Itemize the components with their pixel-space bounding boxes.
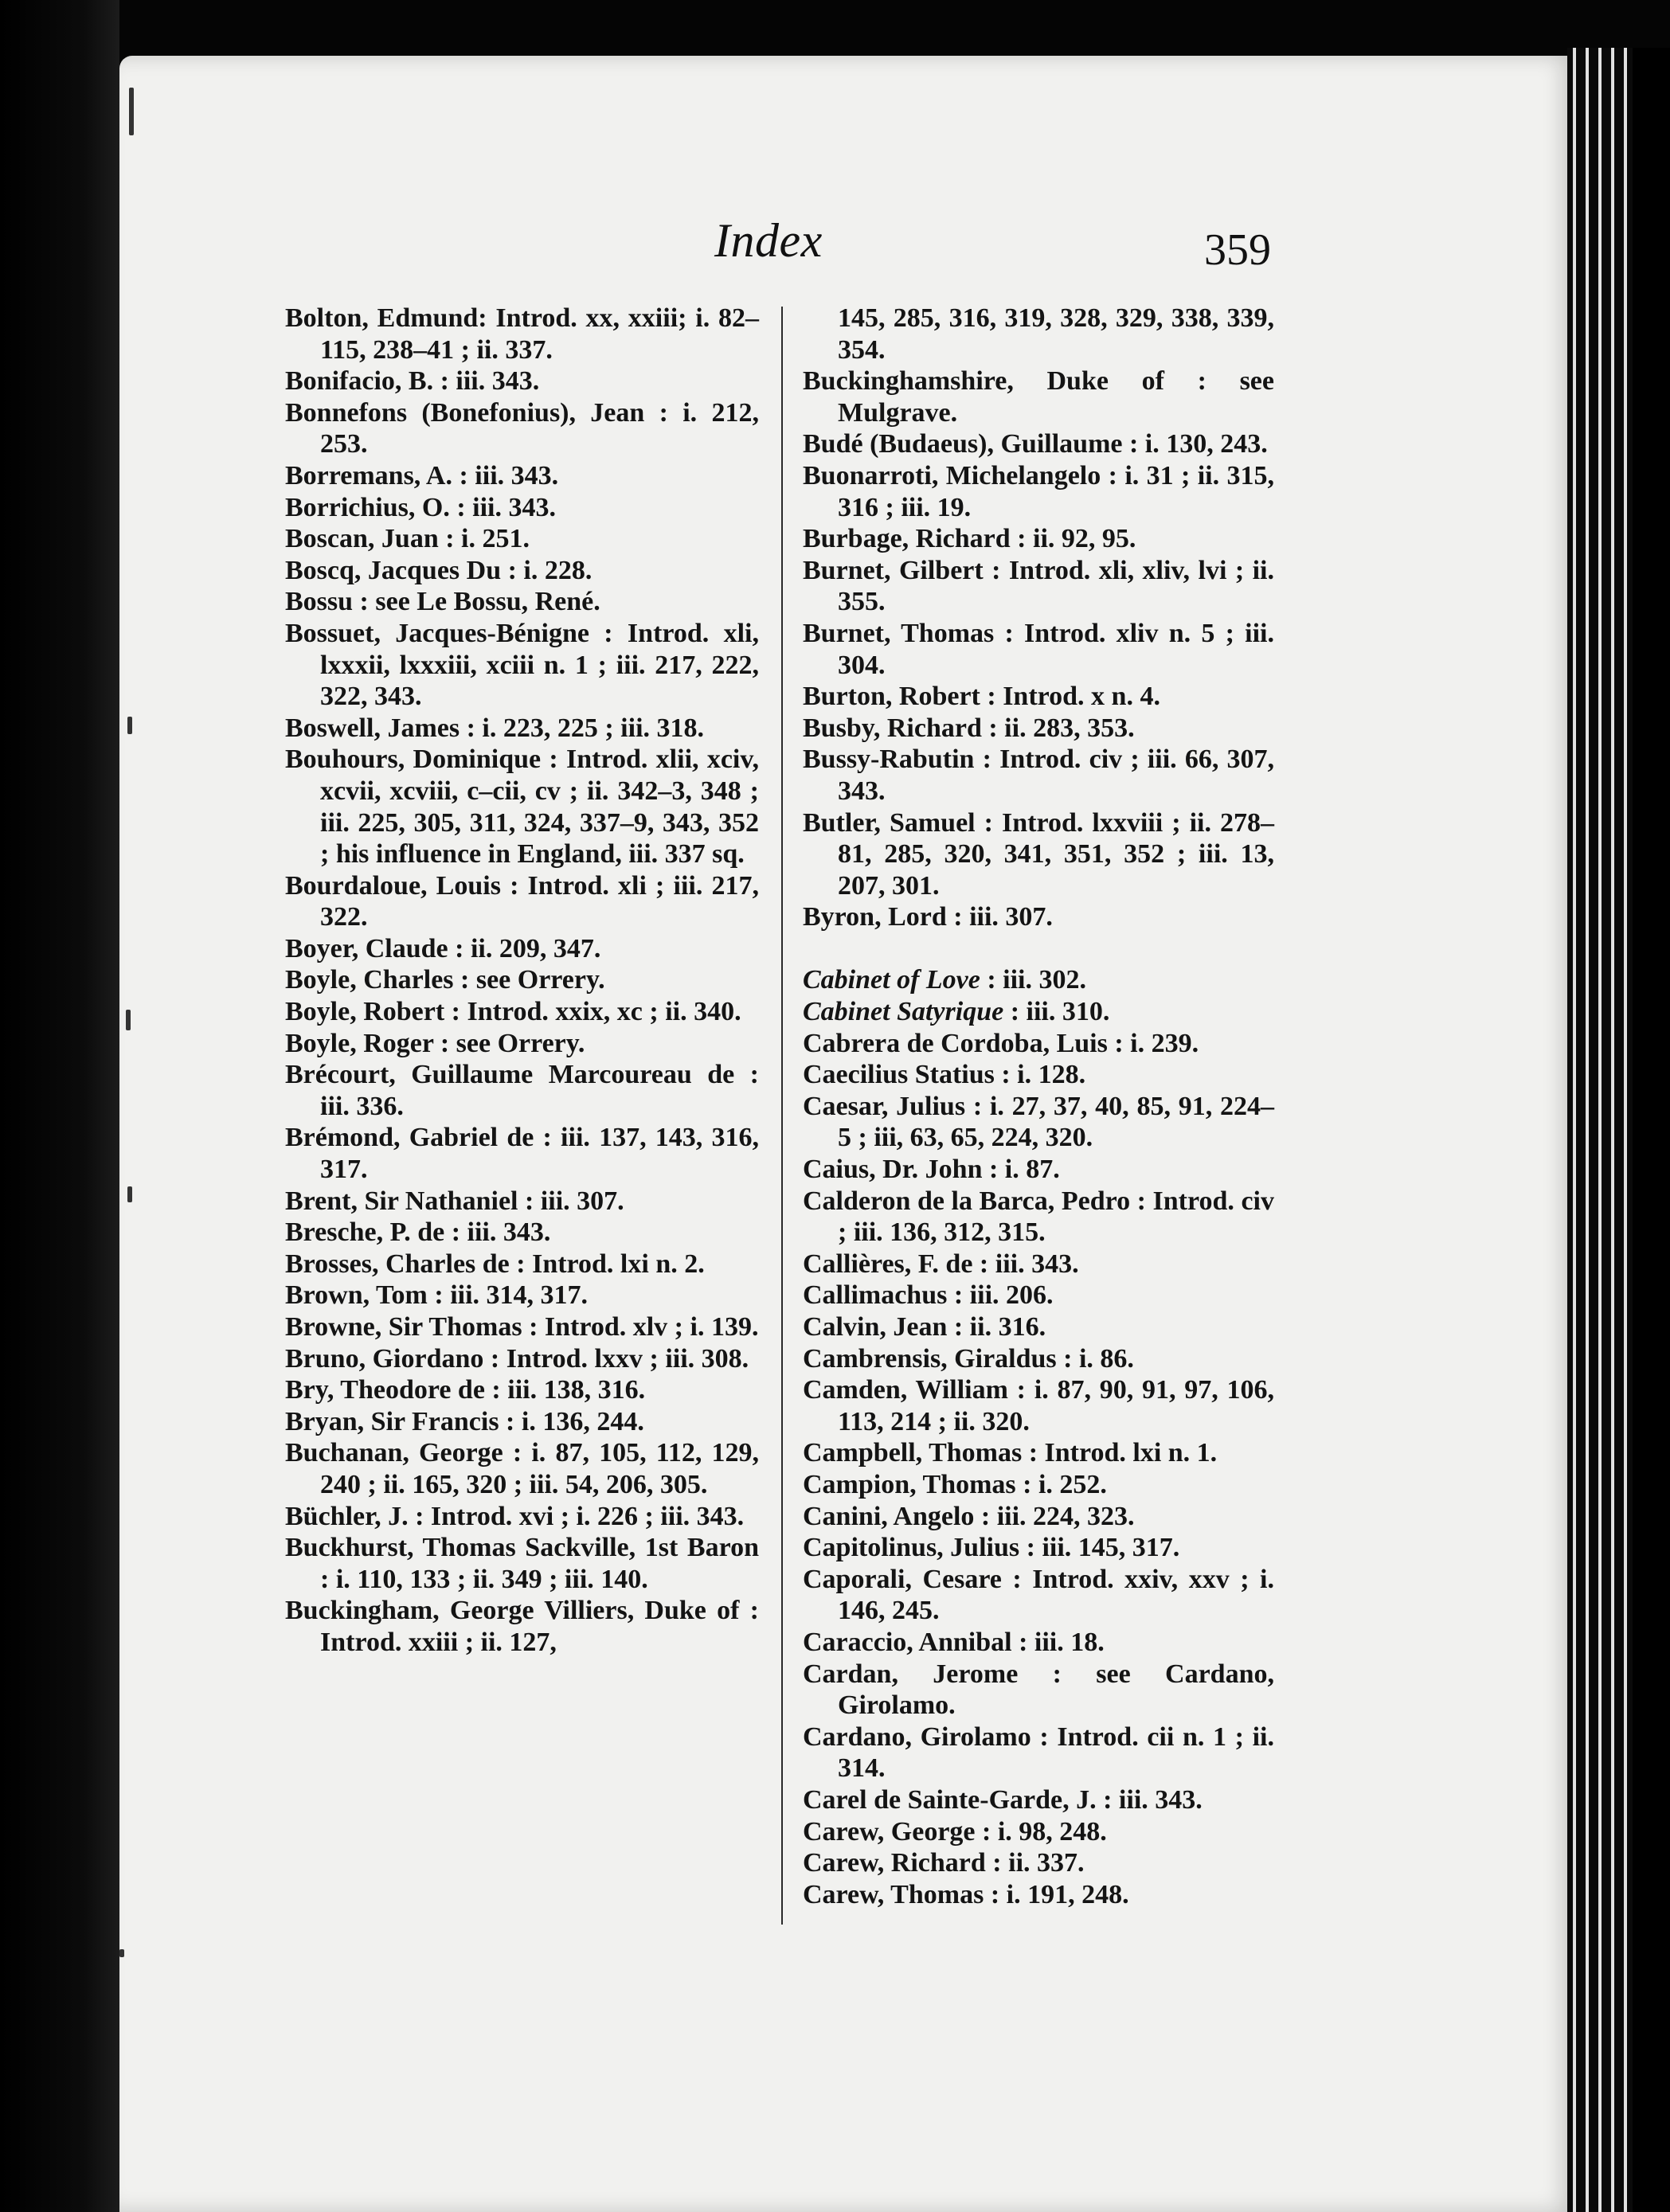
index-entry: Burton, Robert : Introd. x n. 4. [803,682,1160,712]
index-entry: Bossuet, Jacques-Bénigne : Introd. xli, lxxxii, lxxxiii, xciii n. 1 ; iii. 217, 222, 322, 343. [285,618,759,712]
index-entry-title: Cabinet of Love [803,965,980,995]
index-entry: Callimachus : iii. 206. [803,1280,1054,1311]
index-entry: Brémond, Gabriel de : iii. 137, 143, 316, 317. [285,1123,759,1185]
index-entry: Bossu : see Le Bossu, René. [285,587,600,617]
index-entry: Busby, Richard : ii. 283, 353. [803,713,1135,743]
index-entry: Brécourt, Guillaume Marcoureau de : iii. 336. [285,1060,759,1121]
column-divider [781,307,783,1925]
index-entry: Boscan, Juan : i. 251. [285,524,530,554]
index-entry: Buchanan, George : i. 87, 105, 112, 129, 240 ; ii. 165, 320 ; iii. 54, 206, 305. [285,1438,759,1499]
index-entry: Bouhours, Dominique : Introd. xlii, xciv, xcvii, xcviii, c–cii, cv ; ii. 342–3, 348 ; iii. 225, 305, 311, 324, 337–9, 343, 352 ; his influence in England, iii. 337 sq. [285,744,759,870]
book-gutter [0,0,119,2212]
index-entry: Cardan, Jerome : see Cardano, Girolamo. [803,1659,1274,1721]
index-entry-refs: : iii. 302. [980,965,1087,995]
index-entry: Caporali, Cesare : Introd. xxiv, xxv ; i. 146, 245. [803,1564,1274,1626]
index-entry: Carew, Thomas : i. 191, 248. [803,1879,1129,1909]
index-entry: Browne, Sir Thomas : Introd. xlv ; i. 139. [285,1312,759,1342]
index-entry: Borremans, A. : iii. 343. [285,460,559,490]
index-entry: Caius, Dr. John : i. 87. [803,1155,1060,1185]
scan-artifact [129,88,134,135]
scan-artifact [127,1186,132,1202]
index-entry: Bonnefons (Bonefonius), Jean : i. 212, 253. [285,397,759,459]
index-entry: Bonifacio, B. : iii. 343. [285,366,540,397]
index-entry: Canini, Angelo : iii. 224, 323. [803,1501,1135,1531]
index-entry: Boyle, Roger : see Orrery. [285,1028,585,1058]
index-entry: Boyle, Charles : see Orrery. [285,965,605,995]
index-entry-refs: : iii. 310. [1003,997,1110,1027]
index-entry: Büchler, J. : Introd. xvi ; i. 226 ; iii. 343. [285,1501,745,1531]
index-entry: Bry, Theodore de : iii. 138, 316. [285,1375,646,1405]
index-entry: Calvin, Jean : ii. 316. [803,1312,1046,1342]
index-entry: Cardano, Girolamo : Introd. cii n. 1 ; ii. 314. [803,1722,1274,1784]
index-entry: Cambrensis, Giraldus : i. 86. [803,1343,1134,1374]
index-entry: Camden, William : i. 87, 90, 91, 97, 106, 113, 214 ; ii. 320. [803,1375,1274,1436]
index-entry: Callières, F. de : iii. 343. [803,1249,1079,1279]
index-entry: Carew, George : i. 98, 248. [803,1816,1107,1847]
index-entry: Carew, Richard : ii. 337. [803,1848,1085,1878]
index-entry: Caraccio, Annibal : iii. 18. [803,1627,1105,1657]
scan-artifact [119,1949,124,1957]
index-entry: Butler, Samuel : Introd. lxxviii ; ii. 278–81, 285, 320, 341, 351, 352 ; iii. 13, 207, 301. [803,807,1274,901]
index-entry: Bolton, Edmund: Introd. xx, xxiii; i. 82–115, 238–41 ; ii. 337. [285,303,759,365]
scan-artifact [126,1010,131,1030]
page-number: 359 [1204,225,1271,275]
index-column-right [803,303,1274,1910]
index-entry: Byron, Lord : iii. 307. [803,902,1053,932]
index-entry: Bruno, Giordano : Introd. lxxv ; iii. 308. [285,1343,749,1374]
index-entry: Boyer, Claude : ii. 209, 347. [285,933,601,963]
index-entry: Boswell, James : i. 223, 225 ; iii. 318. [285,713,705,743]
index-entry: Caecilius Statius : i. 128. [803,1060,1086,1090]
index-entry [803,964,1274,996]
index-entry: Borrichius, O. : iii. 343. [285,492,556,522]
index-entry-continuation: 145, 285, 316, 319, 328, 329, 338, 339, 354. [838,303,1274,365]
index-entry: Buckhurst, Thomas Sackville, 1st Baron : i. 110, 133 ; ii. 349 ; iii. 140. [285,1533,759,1594]
index-entry: Buonarroti, Michelangelo : i. 31 ; ii. 315, 316 ; iii. 19. [803,460,1274,522]
index-entry: Bryan, Sir Francis : i. 136, 244. [285,1406,644,1436]
index-entry: Bourdaloue, Louis : Introd. xli ; iii. 217, 322. [285,870,759,932]
index-entry: Burbage, Richard : ii. 92, 95. [803,524,1136,554]
index-entry: Burnet, Gilbert : Introd. xli, xliv, lvi ; ii. 355. [803,555,1274,617]
index-entry: Boscq, Jacques Du : i. 228. [285,555,593,585]
index-column-left [285,303,759,1659]
index-entry: Carel de Sainte-Garde, J. : iii. 343. [803,1784,1203,1815]
page-title: Index [714,214,823,267]
index-entry: Burnet, Thomas : Introd. xliv n. 5 ; iii. 304. [803,618,1274,680]
index-entry-title: Cabinet Satyrique [803,997,1004,1027]
index-entry: Calderon de la Barca, Pedro : Introd. civ ; iii. 136, 312, 315. [803,1186,1274,1248]
index-entry: Bussy-Rabutin : Introd. civ ; iii. 66, 307, 343. [803,744,1274,806]
index-entry [803,996,1274,1028]
index-entry: Cabrera de Cordoba, Luis : i. 239. [803,1028,1199,1058]
index-entry: Capitolinus, Julius : iii. 145, 317. [803,1533,1180,1563]
index-entry: Campbell, Thomas : Introd. lxi n. 1. [803,1438,1218,1468]
index-entry: Brent, Sir Nathaniel : iii. 307. [285,1186,624,1216]
index-entry: Caesar, Julius : i. 27, 37, 40, 85, 91, 224–5 ; iii, 63, 65, 224, 320. [803,1091,1274,1153]
index-entry: Campion, Thomas : i. 252. [803,1469,1107,1499]
index-entry: Brown, Tom : iii. 314, 317. [285,1280,589,1311]
index-entry: Buckinghamshire, Duke of : see Mulgrave. [803,366,1274,428]
index-entry: Bresche, P. de : iii. 343. [285,1217,551,1248]
page-fore-edge-shadow [1633,48,1670,2212]
index-entry: Budé (Budaeus), Guillaume : i. 130, 243. [803,429,1268,459]
index-entry: Buckingham, George Villiers, Duke of : Introd. xxiii ; ii. 127, [285,1596,759,1657]
scan-artifact [127,717,132,734]
index-entry: Brosses, Charles de : Introd. lxi n. 2. [285,1249,705,1279]
index-entry: Boyle, Robert : Introd. xxix, xc ; ii. 340. [285,997,741,1027]
